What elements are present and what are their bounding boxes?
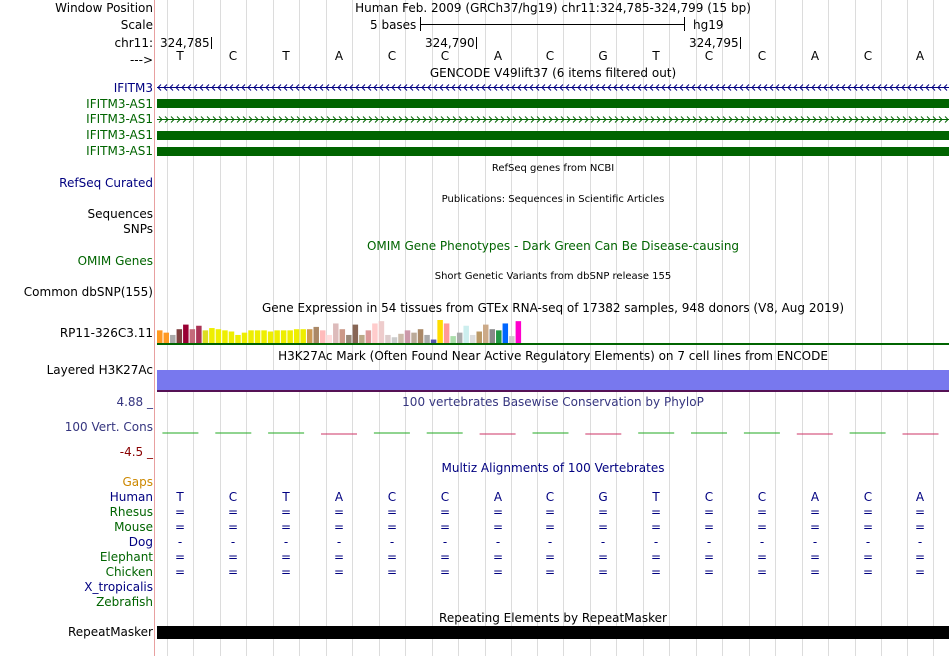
gtex-tissue-bar[interactable] — [274, 330, 280, 343]
aligned-base-match: = — [333, 505, 345, 519]
gtex-track-title[interactable]: Gene Expression in 54 tissues from GTEx RNA-seq of 17382 samples, 948 donors (V8, Aug 2019) — [261, 301, 845, 315]
gtex-tissue-bar[interactable] — [255, 330, 260, 343]
species-label-human[interactable]: Human — [109, 490, 153, 504]
conservation-plot[interactable] — [157, 405, 949, 457]
aligned-base-match: - — [917, 535, 923, 549]
species-label-elephant[interactable]: Elephant — [99, 550, 153, 564]
base-letter: A — [915, 49, 925, 63]
gtex-tissue-bar[interactable] — [229, 332, 235, 344]
gtex-tissue-bar[interactable] — [372, 323, 378, 343]
publications-snps-label[interactable]: SNPs — [123, 222, 153, 236]
gtex-tissue-bar[interactable] — [313, 327, 319, 343]
human-aligned-base: C — [757, 490, 767, 504]
human-aligned-base: A — [915, 490, 925, 504]
gtex-tissue-bar[interactable] — [496, 330, 502, 343]
aligned-base-match: = — [597, 565, 609, 579]
aligned-base-match: = — [862, 550, 874, 564]
aligned-base-match: - — [600, 535, 606, 549]
human-aligned-base: G — [598, 490, 608, 504]
repeatmasker-label[interactable]: RepeatMasker — [67, 625, 153, 639]
species-label-dog[interactable]: Dog — [128, 535, 153, 549]
coordinate-tick-1: 324,785 — [160, 36, 210, 50]
gtex-tissue-bar[interactable] — [476, 332, 482, 344]
aligned-base-match: - — [706, 535, 712, 549]
repeatmasker-feature[interactable] — [157, 626, 949, 639]
base-letter: A — [334, 49, 344, 63]
omim-genes-label[interactable]: OMIM Genes — [77, 254, 153, 268]
aligned-base-match: = — [227, 505, 239, 519]
aligned-base-match: = — [650, 565, 662, 579]
gtex-tissue-bar[interactable] — [261, 330, 267, 343]
human-aligned-base: A — [334, 490, 344, 504]
aligned-base-match: = — [227, 550, 239, 564]
gtex-tissue-bar[interactable] — [222, 330, 228, 343]
aligned-base-match: = — [492, 520, 504, 534]
publications-sequences-label[interactable]: Sequences — [87, 207, 153, 221]
gtex-baseline — [157, 343, 949, 345]
gtex-tissue-bar[interactable] — [385, 335, 391, 343]
aligned-base-match: = — [439, 550, 451, 564]
gtex-tissue-bar[interactable] — [242, 333, 248, 343]
gtex-tissue-bar[interactable] — [346, 335, 352, 343]
scale-bar — [420, 17, 685, 31]
aligned-base-match: = — [439, 505, 451, 519]
aligned-base-match: = — [333, 565, 345, 579]
gtex-tissue-bar[interactable] — [418, 329, 424, 343]
aligned-base-match: = — [597, 505, 609, 519]
scale-text: 5 bases — [370, 18, 417, 32]
gtex-tissue-bar[interactable] — [444, 323, 450, 343]
h3k27ac-signal[interactable] — [157, 370, 949, 390]
aligned-base-match: = — [914, 565, 926, 579]
aligned-base-match: = — [809, 520, 821, 534]
species-label-zebrafish[interactable]: Zebrafish — [96, 595, 153, 609]
aligned-base-match: = — [386, 550, 398, 564]
conservation-min-label: -4.5 _ — [119, 445, 153, 459]
gtex-tissue-bar[interactable] — [170, 335, 176, 343]
aligned-base-match: = — [280, 550, 292, 564]
aligned-base-match: = — [544, 505, 556, 519]
aligned-base-match: - — [230, 535, 236, 549]
gtex-tissue-bar[interactable] — [437, 320, 443, 343]
gtex-tissue-bar[interactable] — [196, 326, 202, 343]
gtex-tissue-bar[interactable] — [164, 333, 170, 343]
human-aligned-base: A — [493, 490, 503, 504]
chromosome-label: chr11: — [114, 36, 153, 50]
aligned-base-match: = — [809, 505, 821, 519]
gtex-expression-chart[interactable] — [157, 318, 949, 343]
gtex-tissue-bar[interactable] — [457, 333, 463, 343]
species-label-x-tropicalis[interactable]: X_tropicalis — [84, 580, 153, 594]
gene-feature-ifitm3-as1[interactable] — [157, 131, 949, 140]
gtex-tissue-bar[interactable] — [327, 335, 333, 343]
gtex-tissue-bar[interactable] — [248, 330, 254, 343]
aligned-base-match: = — [756, 565, 768, 579]
gtex-tissue-bar[interactable] — [405, 330, 411, 343]
base-letter: C — [228, 49, 238, 63]
base-letter: T — [176, 49, 184, 63]
aligned-base-match: = — [333, 550, 345, 564]
aligned-base-match: = — [492, 550, 504, 564]
gtex-tissue-bar[interactable] — [216, 329, 222, 343]
aligned-base-match: = — [174, 520, 186, 534]
publications-track-title[interactable]: Publications: Sequences in Scientific Articles — [441, 194, 665, 205]
base-letter: A — [493, 49, 503, 63]
aligned-base-match: = — [703, 520, 715, 534]
gtex-tissue-bar[interactable] — [450, 336, 456, 343]
species-label-chicken[interactable]: Chicken — [105, 565, 153, 579]
gene-feature-ifitm3-as1[interactable] — [157, 147, 949, 156]
gtex-tissue-bar[interactable] — [287, 330, 293, 343]
aligned-base-match: = — [544, 565, 556, 579]
aligned-base-match: - — [865, 535, 871, 549]
multiz-gaps-label: Gaps — [122, 475, 153, 489]
gene-feature-ifitm3[interactable] — [157, 83, 949, 92]
base-letter: C — [440, 49, 450, 63]
gtex-tissue-bar[interactable] — [183, 325, 189, 343]
aligned-base-match: = — [650, 505, 662, 519]
gtex-tissue-bar[interactable] — [483, 325, 489, 343]
aligned-base-match: - — [759, 535, 765, 549]
gtex-tissue-bar[interactable] — [359, 335, 365, 343]
coordinate-tick-2: 324,790 — [425, 36, 475, 50]
gene-feature-ifitm3-as1[interactable] — [157, 115, 949, 124]
gtex-tissue-bar[interactable] — [509, 336, 514, 343]
human-aligned-base: C — [228, 490, 238, 504]
human-aligned-base: C — [704, 490, 714, 504]
aligned-base-match: = — [386, 505, 398, 519]
gtex-tissue-bar[interactable] — [307, 329, 313, 343]
aligned-base-match: = — [439, 565, 451, 579]
assembly-short-label: hg19 — [693, 18, 724, 32]
gene-label-ifitm3-as1[interactable]: IFITM3-AS1 — [86, 144, 153, 158]
aligned-base-match: = — [280, 505, 292, 519]
base-letter: C — [704, 49, 714, 63]
base-letter: G — [598, 49, 608, 63]
gtex-tissue-bar[interactable] — [281, 330, 287, 343]
aligned-base-match: = — [544, 550, 556, 564]
aligned-base-match: = — [227, 565, 239, 579]
gtex-tissue-bar[interactable] — [340, 329, 346, 343]
base-letter: C — [863, 49, 873, 63]
gtex-tissue-bar[interactable] — [463, 326, 469, 343]
human-aligned-base: C — [863, 490, 873, 504]
gtex-tissue-bar[interactable] — [353, 325, 359, 343]
aligned-base-match: - — [283, 535, 289, 549]
aligned-base-match: = — [597, 550, 609, 564]
conservation-track-title[interactable]: 100 vertebrates Basewise Conservation by PhyloP — [402, 395, 704, 409]
aligned-base-match: = — [333, 520, 345, 534]
refseq-track-title[interactable]: RefSeq genes from NCBI — [491, 163, 615, 174]
gtex-tissue-bar[interactable] — [300, 329, 306, 343]
species-label-mouse[interactable]: Mouse — [114, 520, 153, 534]
aligned-base-match: - — [653, 535, 659, 549]
gene-label-ifitm3[interactable]: IFITM3 — [113, 81, 153, 95]
gtex-tissue-bar[interactable] — [190, 329, 196, 343]
aligned-base-match: - — [177, 535, 183, 549]
gene-feature-ifitm3-as1[interactable] — [157, 99, 949, 108]
aligned-base-match: = — [280, 565, 292, 579]
dbsnp-track-title[interactable]: Short Genetic Variants from dbSNP release 155 — [434, 271, 672, 282]
coordinate-tick-3: 324,795 — [689, 36, 739, 50]
aligned-base-match: - — [495, 535, 501, 549]
aligned-base-match: = — [492, 505, 504, 519]
base-letter: T — [652, 49, 660, 63]
aligned-base-match: = — [703, 565, 715, 579]
h3k27ac-baseline — [157, 390, 949, 392]
conservation-label[interactable]: 100 Vert. Cons — [64, 420, 153, 434]
gtex-tissue-bar[interactable] — [490, 329, 496, 343]
aligned-base-match: = — [650, 520, 662, 534]
window-position-label: Window Position — [55, 1, 153, 15]
gene-label-ifitm3-as1[interactable]: IFITM3-AS1 — [86, 112, 153, 126]
gtex-tissue-bar[interactable] — [424, 335, 430, 343]
human-aligned-base: A — [810, 490, 820, 504]
scale-label: Scale — [120, 18, 153, 32]
aligned-base-match: = — [386, 565, 398, 579]
species-label-rhesus[interactable]: Rhesus — [109, 505, 153, 519]
aligned-base-match: = — [492, 565, 504, 579]
aligned-base-match: = — [544, 520, 556, 534]
gtex-tissue-bar[interactable] — [320, 330, 326, 343]
human-aligned-base: C — [440, 490, 450, 504]
aligned-base-match: - — [336, 535, 342, 549]
human-aligned-base: C — [545, 490, 555, 504]
base-letter: A — [810, 49, 820, 63]
refseq-curated-label[interactable]: RefSeq Curated — [59, 176, 153, 190]
gtex-gene-label[interactable]: RP11-326C3.11 — [59, 326, 153, 340]
aligned-base-match: = — [914, 550, 926, 564]
aligned-base-match: = — [439, 520, 451, 534]
base-letter: C — [545, 49, 555, 63]
gtex-tissue-bar[interactable] — [268, 332, 274, 344]
aligned-base-match: = — [756, 520, 768, 534]
gtex-tissue-bar[interactable] — [366, 330, 372, 343]
aligned-base-match: = — [862, 505, 874, 519]
gencode-track-title[interactable]: GENCODE V49lift37 (6 items filtered out) — [429, 66, 677, 80]
aligned-base-match: - — [442, 535, 448, 549]
aligned-base-match: - — [812, 535, 818, 549]
assembly-position-title: Human Feb. 2009 (GRCh37/hg19) chr11:324,785-324,799 (15 bp) — [355, 1, 751, 15]
base-letter: T — [282, 49, 290, 63]
aligned-base-match: = — [703, 550, 715, 564]
gtex-tissue-bar[interactable] — [294, 329, 300, 343]
base-letter: C — [387, 49, 397, 63]
aligned-base-match: = — [809, 565, 821, 579]
gtex-tissue-bar[interactable] — [177, 329, 183, 343]
aligned-base-match: = — [597, 520, 609, 534]
gtex-tissue-bar[interactable] — [379, 321, 385, 343]
gtex-tissue-bar[interactable] — [516, 321, 522, 343]
gtex-tissue-bar[interactable] — [398, 334, 404, 343]
gtex-tissue-bar[interactable] — [203, 330, 209, 343]
aligned-base-match: = — [809, 550, 821, 564]
base-letter: C — [757, 49, 767, 63]
aligned-base-match: = — [174, 565, 186, 579]
gtex-tissue-bar[interactable] — [470, 335, 476, 343]
aligned-base-match: = — [174, 505, 186, 519]
conservation-max-label: 4.88 _ — [116, 395, 153, 409]
human-aligned-base: T — [282, 490, 290, 504]
human-aligned-base: T — [652, 490, 660, 504]
aligned-base-match: = — [862, 565, 874, 579]
gene-label-ifitm3-as1[interactable]: IFITM3-AS1 — [86, 97, 153, 111]
aligned-base-match: = — [174, 550, 186, 564]
gtex-tissue-bar[interactable] — [235, 335, 241, 343]
gtex-tissue-bar[interactable] — [411, 333, 417, 343]
aligned-base-match: = — [756, 505, 768, 519]
common-dbsnp-label[interactable]: Common dbSNP(155) — [23, 285, 153, 299]
aligned-base-match: = — [914, 520, 926, 534]
aligned-base-match: = — [650, 550, 662, 564]
omim-track-title[interactable]: OMIM Gene Phenotypes - Dark Green Can Be Disease-causing — [366, 239, 740, 253]
aligned-base-match: = — [862, 520, 874, 534]
repeatmasker-track-title[interactable]: Repeating Elements by RepeatMasker — [439, 611, 667, 625]
aligned-base-match: = — [280, 520, 292, 534]
multiz-track-title[interactable]: Multiz Alignments of 100 Vertebrates — [441, 461, 665, 475]
gtex-tissue-bar[interactable] — [209, 328, 215, 343]
aligned-base-match: = — [756, 550, 768, 564]
aligned-base-match: = — [227, 520, 239, 534]
gtex-tissue-bar[interactable] — [333, 323, 339, 343]
aligned-base-match: = — [386, 520, 398, 534]
gtex-tissue-bar[interactable] — [157, 330, 163, 343]
aligned-base-match: - — [547, 535, 553, 549]
h3k27ac-track-title[interactable]: H3K27Ac Mark (Often Found Near Active Regulatory Elements) on 7 cell lines from ENCODE — [278, 349, 828, 363]
human-aligned-base: T — [176, 490, 184, 504]
layered-h3k27ac-label[interactable]: Layered H3K27Ac — [46, 363, 153, 377]
gtex-tissue-bar[interactable] — [503, 323, 509, 343]
human-aligned-base: C — [387, 490, 397, 504]
gene-label-ifitm3-as1[interactable]: IFITM3-AS1 — [86, 128, 153, 142]
aligned-base-match: = — [703, 505, 715, 519]
aligned-base-match: = — [914, 505, 926, 519]
strand-label: ---> — [129, 53, 153, 67]
aligned-base-match: - — [389, 535, 395, 549]
